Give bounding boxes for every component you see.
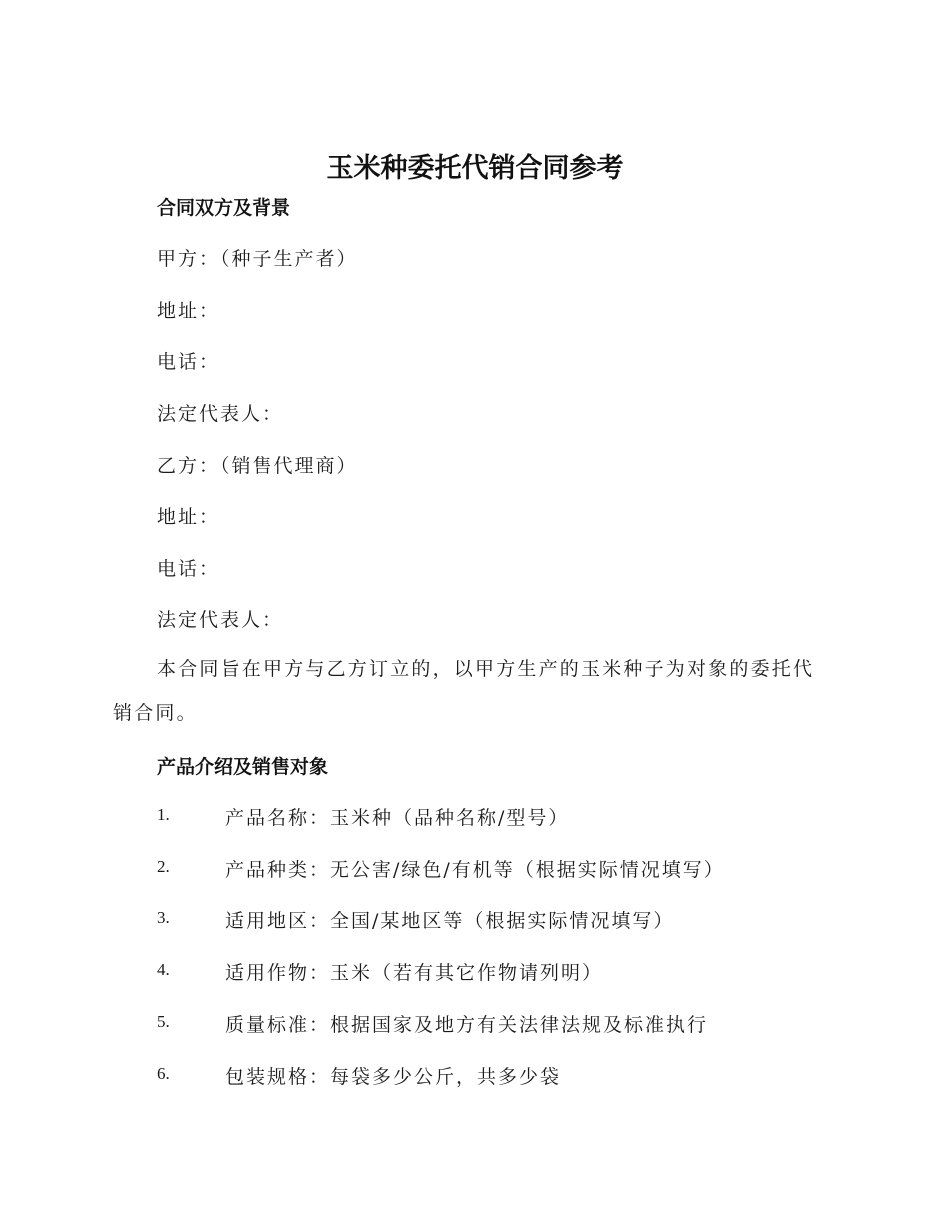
list-number: 2.	[157, 857, 170, 876]
section-heading-parties: 合同双方及背景	[157, 197, 291, 219]
list-item	[157, 906, 857, 936]
list-number: 6.	[157, 1064, 170, 1083]
list-number: 1.	[157, 805, 170, 824]
party-b-representative: 法定代表人：	[157, 609, 284, 631]
list-text: 包装规格：每袋多少公斤，共多少袋	[225, 1066, 562, 1088]
list-text: 适用作物：玉米（若有其它作物请列明）	[225, 962, 604, 984]
party-b-address: 地址：	[157, 506, 221, 528]
list-item	[157, 803, 857, 833]
list-number: 3.	[157, 908, 170, 927]
purpose-paragraph: 本合同旨在甲方与乙方订立的，以甲方生产的玉米种子为对象的委托代销合同。	[113, 658, 815, 724]
party-a-phone: 电话：	[157, 351, 221, 373]
list-text: 适用地区：全国/某地区等（根据实际情况填写）	[225, 910, 675, 932]
party-b-phone: 电话：	[157, 558, 221, 580]
party-a-address: 地址：	[157, 300, 221, 322]
list-item	[157, 855, 857, 885]
party-a-representative: 法定代表人：	[157, 403, 284, 425]
list-text: 产品种类：无公害/绿色/有机等（根据实际情况填写）	[225, 859, 725, 881]
list-number: 4.	[157, 960, 170, 979]
list-text: 质量标准：根据国家及地方有关法律法规及标准执行	[225, 1014, 709, 1036]
list-item	[157, 1010, 857, 1040]
list-text: 产品名称：玉米种（品种名称/型号）	[225, 807, 570, 829]
party-b-line: 乙方：（销售代理商）	[157, 455, 358, 477]
list-number: 5.	[157, 1012, 170, 1031]
document-title: 玉米种委托代销合同参考	[326, 153, 624, 184]
list-item	[157, 1062, 857, 1092]
section-heading-product: 产品介绍及销售对象	[157, 756, 329, 778]
list-item	[157, 958, 857, 988]
party-a-line: 甲方：（种子生产者）	[157, 248, 358, 270]
